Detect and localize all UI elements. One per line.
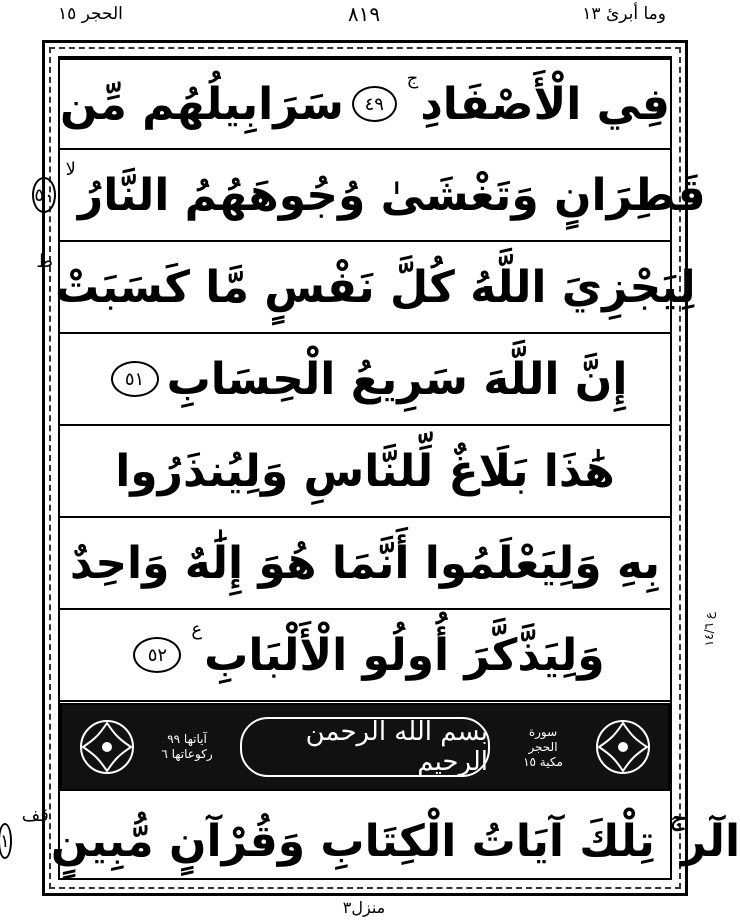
waqf-mark: لا — [65, 158, 76, 180]
verse-line-8 — [0, 795, 740, 887]
floral-ornament-icon — [72, 712, 142, 782]
floral-ornament-icon — [588, 712, 658, 782]
verse-line-5 — [60, 426, 670, 518]
verse-line-4 — [60, 334, 670, 426]
manzil-footer: منزل٣ — [342, 898, 386, 917]
verse-line-6 — [60, 518, 670, 610]
verse-text: لِيَجْزِيَ اللَّهُ كُلَّ نَفْسٍ مَّا كَسَبَتْ — [55, 261, 696, 313]
revelation-info: مكية ١٥ — [523, 754, 563, 769]
verse-line-2 — [34, 150, 706, 242]
surah-header-banner — [60, 703, 670, 791]
ayah-number-marker: ٥٠ — [32, 177, 55, 213]
ayah-number-marker: ٤٩ — [352, 86, 397, 122]
bismillah: بسم الله الرحمن الرحيم — [240, 717, 490, 777]
ruku-margin-note: ع ١٤/٦ — [702, 612, 716, 647]
juz-name-header: وما أبرئ ١٣ — [582, 4, 666, 24]
ayah-count-box — [142, 732, 232, 762]
verse-text: فِي الْأَصْفَادِ — [420, 78, 670, 130]
verse-line-1 — [60, 58, 670, 150]
ayah-count: آياتها ٩٩ — [167, 732, 207, 746]
verse-text: بِهِ وَلِيَعْلَمُوا أَنَّمَا هُوَ إِلَٰهٌ وَاحِدٌ — [69, 537, 661, 589]
ayah-number-marker: ٥١ — [111, 361, 159, 397]
page-number: ٨١٩ — [347, 2, 381, 26]
verse-text: سَرَابِيلُهُم مِّن — [60, 78, 344, 130]
waqf-mark: ع — [191, 618, 203, 640]
verse-text: إِنَّ اللَّهَ سَرِيعُ الْحِسَابِ — [166, 353, 628, 405]
surah-info-box — [498, 725, 588, 770]
verse-text: هَٰذَا بَلَاغٌ لِّلنَّاسِ وَلِيُنذَرُوا — [115, 445, 615, 497]
verse-line-7 — [60, 610, 670, 702]
waqf-mark: ج — [406, 67, 419, 89]
waqf-mark: قف — [21, 804, 49, 826]
ruku-count: ركوعاتها ٦ — [161, 747, 213, 761]
surah-label: سورة — [528, 724, 558, 739]
verse-text: وَلِيَذَّكَّرَ أُولُو الْأَلْبَابِ — [204, 629, 605, 681]
verse-text: الٓر ۚ تِلْكَ آيَاتُ الْكِتَابِ وَقُرْآنٍ مُّبِينٍ — [50, 815, 740, 867]
ayah-number-marker: ١ — [0, 823, 12, 859]
verse-text: قَطِرَانٍ وَتَغْشَىٰ وُجُوهَهُمُ النَّارُ — [77, 169, 706, 221]
ayah-number-marker: ٥٢ — [133, 637, 181, 673]
surah-title: الحجر — [528, 739, 558, 754]
surah-name-header: الحجر ١٥ — [58, 4, 123, 24]
waqf-mark: ط — [36, 250, 53, 272]
verse-line-3 — [36, 242, 696, 334]
